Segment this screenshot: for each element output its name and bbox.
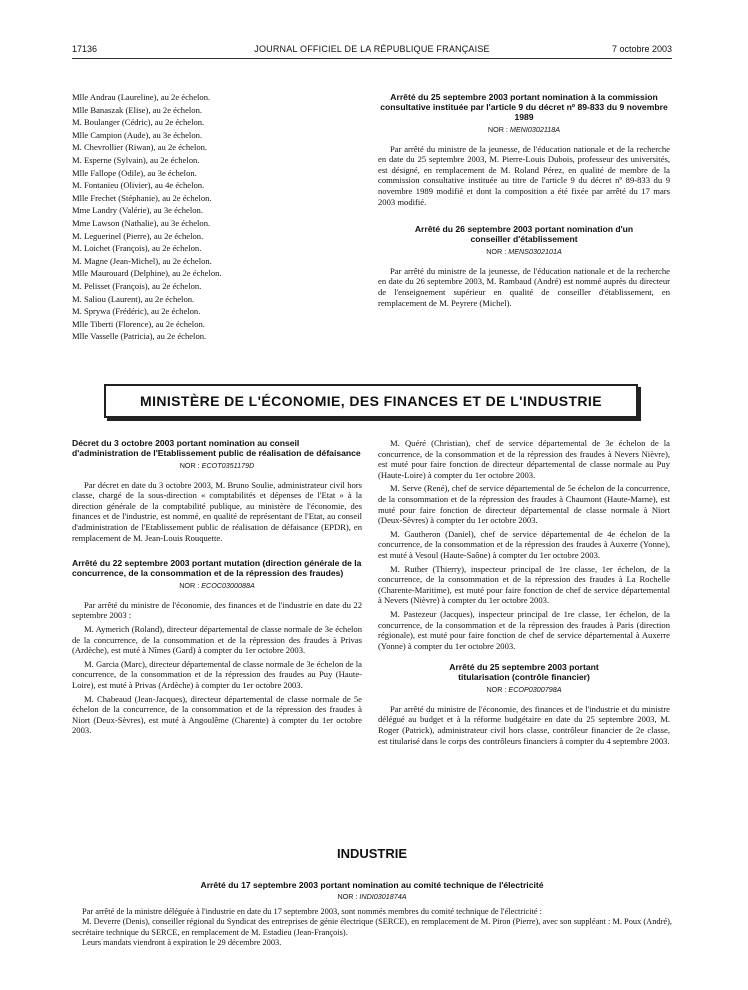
list-item: M. Chevrollier (Riwan), au 2e échelon. [72, 142, 208, 153]
section-title: INDUSTRIE [336, 846, 408, 861]
article-text: M. Serve (René), chef de service départemental de 5e échelon de la concurrence, de la consommation et de la répression des fraudes à Chaumont (Haute-Marne), est muté pour faire fonction de directeur départemental de classe normale à Niort (Deux-Sèvres) à compter du 1er octobre 2003. [378, 483, 670, 526]
left-mid-column [72, 438, 362, 739]
ministry-banner: MINISTÈRE DE L'ÉCONOMIE, DES FINANCES ET DE L'INDUSTRIE [104, 384, 638, 418]
list-item: Mlle Maurouard (Delphine), au 2e échelon. [72, 268, 222, 279]
list-item: M. Fontanieu (Olivier), au 4e échelon. [72, 180, 205, 191]
list-item: Mlle Campion (Aude), au 3e échelon. [72, 129, 203, 140]
issue-date: 7 octobre 2003 [611, 44, 672, 54]
list-item: Mlle Banaszak (Elise), au 2e échelon. [72, 104, 203, 115]
right-mid-column [378, 438, 670, 749]
article-title: Décret du 3 octobre 2003 portant nomination au conseil d'administration de l'Etablissement public de réalisation de défaisance [72, 438, 361, 458]
article-text: Par décret en date du 3 octobre 2003, M. Bruno Soulie, administrateur civil hors classe, chargé de la sous-direction « comptabilités et dépenses de l'Etat » à la direction générale de la comptabilité publique, au ministère de l'économie, des finances et de l'industrie, est nommé, en qualité de représentant de l'Etat, au conseil d'administration de l'Etablissement public de réalisation de défaisance (EPDR), en remplacement de M. Jean-Louis Rouquette. [72, 479, 362, 543]
list-item: M. Pelisset (François), au 2e échelon. [72, 280, 202, 291]
page-number: 17136 [72, 44, 98, 54]
article-text: M. Aymerich (Roland), directeur départemental de classe normale de 3e échelon de la concurrence, de la consommation et de la répression des fraudes à Privas (Ardèche), est muté à Nîmes (Gard) à compter du 1er octobre 2003. [72, 623, 362, 656]
list-item: Mlle Andrau (Laureline), au 2e échelon. [72, 92, 211, 102]
echelon-list [72, 92, 362, 344]
list-item: M. Loichet (François), au 2e échelon. [72, 243, 202, 254]
list-item: M. Sprywa (Frédéric), au 2e échelon. [72, 306, 201, 317]
nor-reference: NOR : ECOP0300798A [486, 685, 562, 695]
list-item: Mlle Tiberti (Florence), au 2e échelon. [72, 318, 205, 329]
list-item: Mlle Vasselle (Patricia), au 2e échelon. [72, 331, 207, 342]
article-title: Arrêté du 25 septembre 2003 portant nomination à la commission consultative instituée par l'article 9 du décret nº 89-833 du 9 novembre 1989 [380, 92, 668, 122]
article-text: M. Quéré (Christian), chef de service départemental de 3e échelon de la concurrence, de la consommation et de la répression des fraudes à Nevers Nièvre), est muté pour faire fonction de directeur départemental de classe normale au Puy (Haute-Loire) à compter du 1er octobre 2003. [378, 438, 670, 480]
list-item: Mme Lawson (Nathalie), au 3e échelon. [72, 217, 211, 228]
nor-reference: NOR : INDI0301874A [337, 892, 407, 901]
nor-reference: NOR : MENI0302118A [487, 125, 561, 134]
right-top-column [378, 92, 670, 311]
article-text: Par arrêté du ministre de l'économie, des finances et de l'industrie en date du 22 septembre 2003 : [72, 599, 362, 621]
article-text: Leurs mandats viendront à expiration le 29 décembre 2003. [82, 938, 282, 948]
nor-reference: NOR : MENS0302101A [486, 247, 562, 257]
header-rule [72, 58, 672, 59]
list-item: Mlle Frechet (Stéphanie), au 2e échelon. [72, 192, 212, 203]
article-text: M. Garcia (Marc), directeur départemental de classe normale de 3e échelon de la concurrence, de la consommation et de la répression des fraudes au Puy (Haute-Loire), est muté à Privas (Ardèche) à compter du 1er octobre 2003. [72, 658, 362, 690]
article-text: Par arrêté du ministre de la jeunesse, de l'éducation nationale et de la recherche en date du 26 septembre 2003, M. Rambaud (André) est nommé auprès du directeur de l'enseignement supérieur en qualité de conseiller d'établissement, en remplacement de M. Peyrere (Michel). [378, 265, 670, 308]
article-text: M. Chabeaud (Jean-Jacques), directeur départemental de classe normale de 5e échelon de la concurrence, de la consommation et de la répression des fraudes à Niort (Deux-Sèvres), est muté à Angoulême (Charente) à compter du 1er octobre 2003. [72, 693, 362, 736]
article-text: M. Ruther (Thierry), inspecteur principal de 1re classe, 1er échelon, de la concurrence, de la consommation et de la répression des fraudes à La Rochelle (Charente-Maritime), est muté pour faire fonction de chef de service départemental à Nevers (Nièvre) à compter du 1er octobre 2003. [378, 563, 670, 606]
article-text: M. Pastezeur (Jacques), inspecteur principal de 1re classe, 1er échelon, de la concurrence, de la consommation et de la répression des fraudes à Paris (direction régionale), est muté pour faire fonction de chef de service départemental à Auxerre (Yonne) à compter du 1er octobre 2003. [378, 608, 670, 651]
article-text: Par arrêté du ministre de la jeunesse, de l'éducation nationale et de la recherche en date du 25 septembre 2003, M. Pierre-Louis Dubois, professeur des universités, est désigné, en remplacement de M. Roland Pérez, en qualité de membre de la commission consultative instituée au titre de l'article 9 du décret nº 89-833 du 9 novembre 1989 modifié et dont la composition a été fixée par arrêté du 17 mars 2003 modifié. [378, 143, 670, 207]
list-item: M. Esperne (Sylvain), au 2e échelon. [72, 154, 200, 165]
page-header [72, 44, 672, 58]
nor-reference: NOR : ECOC0300088A [179, 581, 255, 591]
journal-title: JOURNAL OFFICIEL DE LA RÉPUBLIQUE FRANÇAISE [254, 44, 490, 54]
nor-reference: NOR : ECOT0351179D [179, 461, 255, 470]
list-item: Mme Landry (Valérie), au 3e échelon. [72, 205, 203, 216]
article-title: Arrêté du 22 septembre 2003 portant mutation (direction générale de la concurrence, de la consommation et de la répression des fraudes) [72, 558, 362, 579]
article-text: Par arrêté de la ministre déléguée à l'industrie en date du 17 septembre 2003, sont nommés membres du comité technique de l'électricité : [82, 906, 542, 916]
article-text: Par arrêté du ministre de l'économie, des finances et de l'industrie et du ministre délégué au budget et à la réforme budgétaire en date du 25 septembre 2003, M. Roger (Patrick), administrateur civil hors classe, contrôleur financier de 2e classe, est titularisé dans le corps des contrôleurs financiers à compter du 4 septembre 2003. [378, 703, 670, 746]
list-item: M. Boulanger (Cédric), au 2e échelon. [72, 117, 205, 128]
list-item: M. Leguerinel (Pierre), au 2e échelon. [72, 230, 204, 241]
article-title: Arrêté du 26 septembre 2003 portant nomination d'un conseiller d'établissement [414, 224, 634, 245]
industrie-article [72, 880, 672, 949]
article-title: Arrêté du 17 septembre 2003 portant nomination au comité technique de l'électricité [200, 880, 544, 890]
list-item: M. Magne (Jean-Michel), au 2e échelon. [72, 255, 212, 266]
article-text: M. Deverre (Denis), conseiller régional du Syndicat des entreprises de génie électrique (SERCE), en remplacement de M. Piron (Pierre), avec son suppléant : M. Poux (André), secrétaire technique du SERCE, en remplacement de M. Estadieu (Jean-François). [72, 917, 672, 937]
list-item: M. Saliou (Laurent), au 2e échelon. [72, 293, 195, 304]
list-item: Mlle Fallope (Odile), au 3e échelon. [72, 167, 197, 178]
article-text: M. Gautheron (Daniel), chef de service départemental de 4e échelon de la concurrence, de la consommation et de la répression des fraudes à Auxerre (Yonne), est muté à Vesoul (Haute-Saône) à compter du 1er octobre 2003. [378, 528, 670, 560]
article-title: Arrêté du 25 septembre 2003 portant titularisation (contrôle financier) [449, 662, 599, 683]
